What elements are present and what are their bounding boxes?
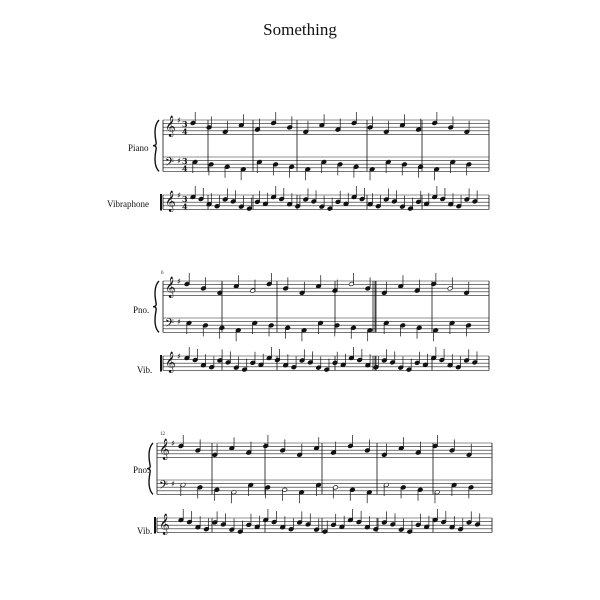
- piano-short-label-2: Pno.: [133, 465, 150, 475]
- vibraphone-label: Vibraphone: [107, 199, 149, 209]
- time-signature-top: 3: [182, 119, 188, 129]
- measure-number-6: 6: [161, 271, 164, 276]
- sharp-icon: ♯: [177, 116, 181, 125]
- sharp-icon: ♯: [177, 191, 181, 200]
- vibraphone-short-label: Vib.: [137, 365, 153, 375]
- treble-clef-icon: 𝄞: [159, 439, 170, 460]
- sharp-icon: ♯: [177, 352, 181, 361]
- sharp-icon: ♯: [177, 277, 181, 286]
- time-signature-bottom: 4: [182, 126, 188, 137]
- treble-clef-icon: 𝄞: [165, 116, 176, 137]
- sharp-icon: ♯: [177, 156, 181, 166]
- piano-brace: [147, 443, 153, 494]
- time-signature-top: 3: [182, 194, 188, 204]
- treble-clef-icon: 𝄞: [159, 514, 170, 535]
- score-title: Something: [263, 20, 337, 39]
- piano-brace: [153, 281, 159, 332]
- sharp-icon: ♯: [177, 317, 181, 327]
- piano-label: Piano: [128, 143, 149, 153]
- piano-brace: [153, 120, 159, 171]
- vibraphone-short-label-2: Vib.: [137, 526, 153, 536]
- bass-clef-icon: 𝄢: [159, 479, 169, 495]
- piano-short-label: Pno.: [133, 305, 150, 315]
- bass-clef-icon: 𝄢: [165, 317, 175, 333]
- measure-number-12: 12: [160, 432, 165, 437]
- treble-clef-icon: 𝄞: [165, 352, 176, 373]
- treble-clef-icon: 𝄞: [165, 191, 176, 212]
- sharp-icon: ♯: [171, 479, 175, 489]
- sharp-icon: ♯: [171, 439, 175, 448]
- time-signature-bottom: 4: [182, 201, 188, 212]
- time-signature-bottom: 4: [182, 163, 188, 174]
- bass-clef-icon: 𝄢: [165, 156, 175, 172]
- time-signature-top: 3: [182, 156, 188, 166]
- treble-clef-icon: 𝄞: [165, 277, 176, 298]
